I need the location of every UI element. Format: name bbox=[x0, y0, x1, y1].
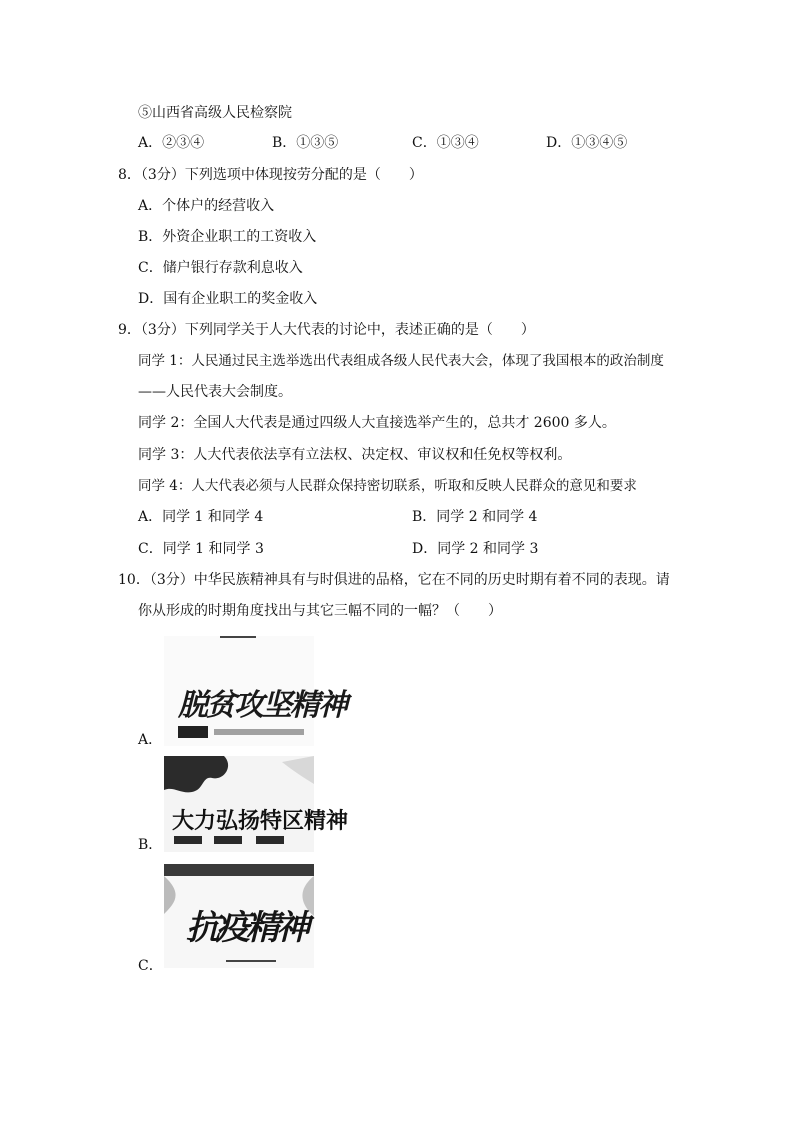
q10-option-b-image[interactable] bbox=[164, 756, 349, 852]
q10-option-c-image[interactable] bbox=[164, 864, 314, 968]
q9-option-d[interactable]: D．同学 2 和同学 3 bbox=[412, 541, 539, 557]
q9-student-4: 同学 4：人大代表必须与人民群众保持密切联系，听取和反映人民群众的意见和要求 bbox=[138, 478, 637, 494]
q7-option-d[interactable]: D．①③④⑤ bbox=[546, 135, 628, 151]
poster-b-tag-2 bbox=[214, 836, 242, 844]
poster-c-title: 抗疫精神 bbox=[186, 908, 306, 948]
image-top-rule bbox=[220, 636, 256, 638]
q9-option-b[interactable]: B．同学 2 和同学 4 bbox=[412, 509, 538, 525]
q10-option-b-label[interactable]: B． bbox=[138, 837, 163, 853]
q10-option-a-label[interactable]: A． bbox=[138, 732, 163, 748]
q9-student-3: 同学 3：人大代表依法享有立法权、决定权、审议权和任免权等权利。 bbox=[138, 447, 572, 463]
poster-a-title: 脱贫攻坚精神 bbox=[178, 688, 346, 723]
q8-option-b[interactable]: B．外资企业职工的工资收入 bbox=[138, 229, 317, 245]
poster-b-tag-1 bbox=[174, 836, 202, 844]
q8-option-c[interactable]: C．储户银行存款利息收入 bbox=[138, 260, 303, 276]
q9-student-2: 同学 2：全国人大代表是通过四级人大直接选举产生的，总共才 2600 多人。 bbox=[138, 415, 616, 431]
q8-stem: 8．（3分）下列选项中体现按劳分配的是（ ） bbox=[118, 167, 423, 183]
q7-option-c[interactable]: C．①③④ bbox=[412, 135, 479, 151]
q10-option-c-label[interactable]: C． bbox=[138, 958, 163, 974]
poster-c-underline bbox=[226, 960, 276, 962]
q9-stem: 9．（3分）下列同学关于人大代表的讨论中，表述正确的是（ ） bbox=[118, 322, 535, 338]
q10-option-a-image[interactable] bbox=[164, 636, 346, 746]
q10-stem-line-1: 10．（3分）中华民族精神具有与时俱进的品格，它在不同的历史时期有着不同的表现。请 bbox=[118, 572, 670, 588]
q7-item-5: ⑤山西省高级人民检察院 bbox=[138, 105, 292, 121]
q7-option-a[interactable]: A．②③④ bbox=[138, 135, 205, 151]
q10-stem-line-2: 你从形成的时期角度找出与其它三幅不同的一幅？（ ） bbox=[138, 603, 502, 619]
q9-option-c[interactable]: C．同学 1 和同学 3 bbox=[138, 541, 264, 557]
q7-option-b[interactable]: B．①③⑤ bbox=[272, 135, 339, 151]
poster-b-title: 大力弘扬特区精神 bbox=[172, 809, 349, 834]
poster-a-badge bbox=[178, 726, 208, 738]
poster-a-caption-bar bbox=[214, 729, 304, 735]
q9-student-1-line-1: 同学 1：人民通过民主选举选出代表组成各级人民代表大会，体现了我国根本的政治制度 bbox=[138, 353, 664, 369]
q8-option-a[interactable]: A．个体户的经营收入 bbox=[138, 198, 275, 214]
q9-option-a[interactable]: A．同学 1 和同学 4 bbox=[138, 509, 264, 525]
poster-b-tag-3 bbox=[256, 836, 284, 844]
q9-student-1-line-2: ——人民代表大会制度。 bbox=[138, 384, 292, 400]
q8-option-d[interactable]: D．国有企业职工的奖金收入 bbox=[138, 291, 318, 307]
